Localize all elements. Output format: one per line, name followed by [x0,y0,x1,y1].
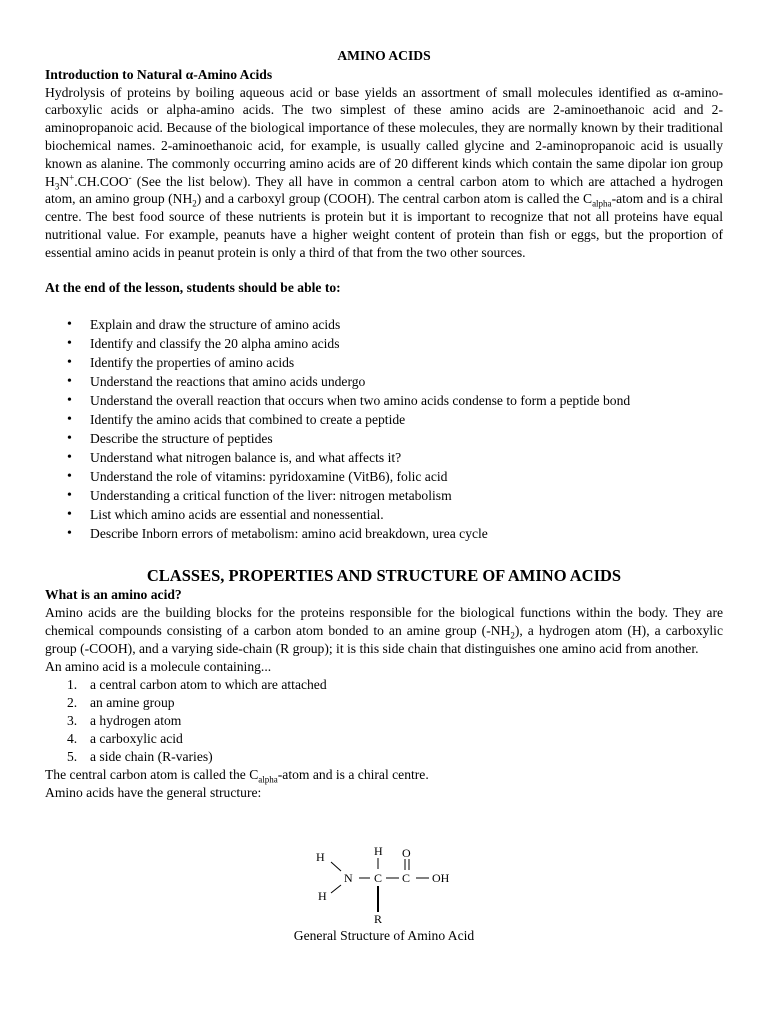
list-item: 2. an amine group [67,694,175,710]
list-item: 1. a central carbon atom to which are attached [67,676,327,692]
what-paragraph: Amino acids are the building blocks for the proteins responsible for the biological functions within the body. They are chemical compounds consisting of a carbon atom bonded to an amine group $(-NH_2)$, a hydrogen atom (H), a carboxylic group (-COOH), and a varying side-chain (R group); it is this side chain that distinguishes one amino acid from another. [45,605,723,656]
atom-o: O [402,846,411,860]
objective-item: • Describe the structure of peptides [45,429,723,448]
list-item: 3. a hydrogen atom [67,712,182,728]
objective-item: • Understand the overall reaction that occurs when two amino acids condense to form a peptide bond [45,391,723,410]
objective-item: • Identify the properties of amino acids [45,353,723,372]
structure-bonds [306,842,466,930]
figure-caption: General Structure of Amino Acid [293,928,475,943]
bond-h-n-lower [331,885,341,893]
objective-item: • Understand what nitrogen balance is, and what affects it? [45,448,723,467]
objective-item: • Identify and classify the 20 alpha amino acids [45,334,723,353]
atom-c-carboxyl: C [402,871,411,885]
objective-item: • Identify the amino acids that combined to create a peptide [45,410,723,429]
atom-c-alpha: C [374,871,383,885]
objective-item: • Explain and draw the structure of amino acids [45,315,723,334]
atom-h-top: H [374,844,383,858]
molecule-intro: An amino acid is a molecule containing... [45,658,272,674]
objective-item: • Describe Inborn errors of metabolism: amino acid breakdown, urea cycle [45,524,723,543]
section-heading: CLASSES, PROPERTIES AND STRUCTURE OF AMINO ACIDS [146,566,622,586]
list-item: 5. a side chain (R-varies) [67,748,213,764]
atom-oh: OH [432,871,450,885]
amino-acid-structure-diagram [306,842,466,930]
objective-item: • Understanding a critical function of the liver: nitrogen metabolism [45,486,723,505]
bond-h-n-upper [331,862,341,871]
what-heading: What is an amino acid? [45,587,182,603]
list-item: 4. a carboxylic acid [67,730,183,746]
atom-r: R [374,912,383,926]
document-page [45,47,723,802]
central-carbon-line: The central carbon atom is called the $C_{alpha}$-atom and is a chiral centre. [45,766,429,785]
general-structure-line: Amino acids have the general structure: [45,784,262,800]
objective-item: • List which amino acids are essential and nonessential. [45,505,723,524]
parts-list [45,676,723,766]
doc-title: AMINO ACIDS [337,48,431,63]
objective-item: • Understand the reactions that amino acids undergo [45,372,723,391]
intro-paragraph: Hydrolysis of proteins by boiling aqueous acid or base yields an assortment of small molecules identified as α-amino-carboxylic acids or alpha-amino acids. The two simplest of these amino acids are 2-aminoethanoic acid and 2-aminopropanoic acid. Because of the biological importance of these molecules, they are normally known by their traditional biochemical names. 2-aminoethanoic acid, for example, is usually called glycine and 2-aminopropanoic acid is usually known as alanine. The commonly occurring amino acids are of 20 different kinds which contain the same dipolar ion group $H_3N^+.CH.COO^-$ (See the list below). They all have in common a central carbon atom to which are attached a hydrogen atom, an amino group $(NH_2)$ and a carboxyl group (COOH). The central carbon atom is called the $C_{alpha}$-atom and is a chiral centre. The best food source of these nutrients is protein but it is important to recognize that not all proteins have equal nutritional value. For example, peanuts have a higher weight content of protein than fish or eggs, but the proportion of essential amino acids in peanut protein is only a third of that from the two other sources. [45,84,723,260]
intro-heading: Introduction to Natural α-Amino Acids [45,66,273,82]
atom-n: N [344,871,353,885]
objectives-list [45,315,723,543]
atom-h: H [318,889,327,903]
objectives-heading: At the end of the lesson, students should be able to: [45,279,341,295]
atom-h: H [316,850,325,864]
objective-item: • Understand the role of vitamins: pyridoxamine (VitB6), folic acid [45,467,723,486]
